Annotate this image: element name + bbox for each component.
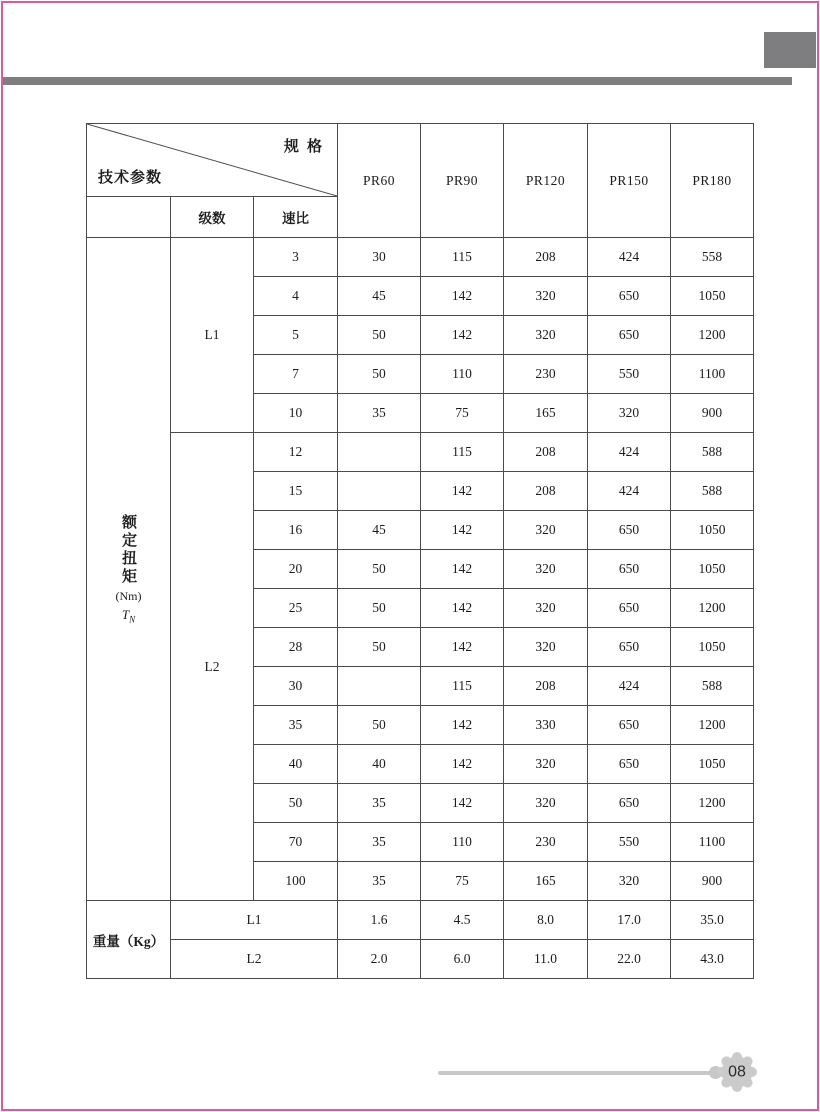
weight-value-cell: 11.0 <box>504 940 588 979</box>
torque-value-cell: 142 <box>421 511 504 550</box>
torque-value-cell: 142 <box>421 316 504 355</box>
torque-value-cell: 115 <box>421 667 504 706</box>
weight-value-cell: 17.0 <box>588 901 671 940</box>
torque-value-cell: 115 <box>421 433 504 472</box>
torque-value-cell: 110 <box>421 355 504 394</box>
weight-row <box>87 901 754 940</box>
torque-value-cell: 1200 <box>671 589 754 628</box>
torque-value-cell: 320 <box>588 394 671 433</box>
torque-value-cell: 1050 <box>671 628 754 667</box>
torque-value-cell: 424 <box>588 667 671 706</box>
ratio-cell: 12 <box>254 433 338 472</box>
torque-axis-label-cell <box>87 238 171 901</box>
torque-value-cell: 1100 <box>671 355 754 394</box>
torque-value-cell: 142 <box>421 706 504 745</box>
weight-value-cell: 2.0 <box>338 940 421 979</box>
torque-value-cell: 424 <box>588 433 671 472</box>
torque-value-cell: 35 <box>338 862 421 901</box>
torque-value-cell: 320 <box>588 862 671 901</box>
torque-value-cell: 320 <box>504 589 588 628</box>
torque-value-cell: 142 <box>421 472 504 511</box>
weight-value-cell: 1.6 <box>338 901 421 940</box>
torque-value-cell: 900 <box>671 394 754 433</box>
ratio-cell: 100 <box>254 862 338 901</box>
torque-value-cell: 35 <box>338 784 421 823</box>
torque-value-cell: 588 <box>671 472 754 511</box>
torque-value-cell: 50 <box>338 550 421 589</box>
torque-value-cell: 650 <box>588 628 671 667</box>
weight-row <box>87 940 754 979</box>
model-header-pr180: PR180 <box>671 124 754 238</box>
torque-symbol-main: T <box>121 606 130 622</box>
torque-value-cell: 1200 <box>671 316 754 355</box>
torque-value-cell: 45 <box>338 511 421 550</box>
weight-stage-cell: L2 <box>171 940 338 979</box>
torque-value-cell: 110 <box>421 823 504 862</box>
spec-label: 规 格 <box>283 138 324 155</box>
footer-rule-line <box>438 1071 712 1075</box>
torque-value-cell: 424 <box>588 238 671 277</box>
torque-value-cell: 230 <box>504 823 588 862</box>
torque-value-cell <box>338 472 421 511</box>
torque-value-cell: 650 <box>588 589 671 628</box>
weight-stage-cell: L1 <box>171 901 338 940</box>
torque-value-cell: 650 <box>588 277 671 316</box>
torque-value-cell: 50 <box>338 355 421 394</box>
torque-value-cell: 1100 <box>671 823 754 862</box>
torque-value-cell: 50 <box>338 706 421 745</box>
weight-label-cell: 重量（Kg） <box>87 901 171 979</box>
torque-value-cell: 35 <box>338 823 421 862</box>
ratio-cell: 20 <box>254 550 338 589</box>
tech-params-label: 技术参数 <box>98 169 163 186</box>
torque-value-cell: 50 <box>338 589 421 628</box>
weight-value-cell: 43.0 <box>671 940 754 979</box>
torque-value-cell: 650 <box>588 706 671 745</box>
ratio-cell: 10 <box>254 394 338 433</box>
table-body <box>87 238 754 979</box>
ratio-cell: 70 <box>254 823 338 862</box>
torque-value-cell: 75 <box>421 394 504 433</box>
torque-value-cell: 588 <box>671 433 754 472</box>
torque-value-cell: 550 <box>588 823 671 862</box>
model-header-pr120: PR120 <box>504 124 588 238</box>
torque-value-cell: 558 <box>671 238 754 277</box>
torque-value-cell: 208 <box>504 238 588 277</box>
ratio-cell: 28 <box>254 628 338 667</box>
torque-value-cell: 50 <box>338 628 421 667</box>
torque-value-cell: 320 <box>504 316 588 355</box>
spec-table <box>86 123 754 979</box>
ratio-cell: 7 <box>254 355 338 394</box>
gear-icon <box>713 1048 761 1096</box>
model-header-pr150: PR150 <box>588 124 671 238</box>
ratio-cell: 30 <box>254 667 338 706</box>
stage-header: 级数 <box>171 197 254 238</box>
torque-value-cell: 424 <box>588 472 671 511</box>
torque-unit-label: (Nm) <box>115 588 142 603</box>
torque-symbol-sub: N <box>129 614 136 625</box>
diagonal-header-cell <box>87 124 338 197</box>
corner-accent-block <box>764 32 816 68</box>
torque-value-cell: 40 <box>338 745 421 784</box>
ratio-cell: 15 <box>254 472 338 511</box>
weight-value-cell: 8.0 <box>504 901 588 940</box>
page-number: 08 <box>728 1063 746 1081</box>
torque-value-cell: 75 <box>421 862 504 901</box>
weight-value-cell: 22.0 <box>588 940 671 979</box>
empty-header-cell <box>87 197 171 238</box>
torque-value-cell: 30 <box>338 238 421 277</box>
torque-value-cell: 115 <box>421 238 504 277</box>
stage-group-label: L2 <box>171 433 254 901</box>
torque-value-cell: 165 <box>504 862 588 901</box>
torque-value-cell: 320 <box>504 550 588 589</box>
weight-value-cell: 4.5 <box>421 901 504 940</box>
torque-value-cell: 208 <box>504 433 588 472</box>
torque-value-cell: 550 <box>588 355 671 394</box>
torque-value-cell: 650 <box>588 511 671 550</box>
torque-value-cell: 208 <box>504 667 588 706</box>
torque-value-cell: 50 <box>338 316 421 355</box>
torque-value-cell <box>338 667 421 706</box>
torque-value-cell: 142 <box>421 277 504 316</box>
torque-value-cell: 650 <box>588 745 671 784</box>
ratio-cell: 3 <box>254 238 338 277</box>
ratio-cell: 4 <box>254 277 338 316</box>
torque-value-cell: 35 <box>338 394 421 433</box>
torque-value-cell: 650 <box>588 316 671 355</box>
torque-value-cell: 650 <box>588 550 671 589</box>
torque-value-cell: 1200 <box>671 706 754 745</box>
torque-value-cell: 1050 <box>671 511 754 550</box>
torque-value-cell: 900 <box>671 862 754 901</box>
torque-value-cell: 320 <box>504 628 588 667</box>
weight-value-cell: 6.0 <box>421 940 504 979</box>
ratio-cell: 40 <box>254 745 338 784</box>
torque-value-cell <box>338 433 421 472</box>
spec-table-container <box>86 123 754 979</box>
torque-value-cell: 1050 <box>671 745 754 784</box>
ratio-cell: 25 <box>254 589 338 628</box>
torque-value-cell: 142 <box>421 745 504 784</box>
torque-value-cell: 588 <box>671 667 754 706</box>
torque-symbol <box>122 607 135 625</box>
torque-value-cell: 1050 <box>671 277 754 316</box>
ratio-cell: 16 <box>254 511 338 550</box>
torque-value-cell: 650 <box>588 784 671 823</box>
torque-value-cell: 1050 <box>671 550 754 589</box>
torque-value-cell: 320 <box>504 784 588 823</box>
ratio-header: 速比 <box>254 197 338 238</box>
torque-label-stack <box>87 514 170 625</box>
ratio-cell: 50 <box>254 784 338 823</box>
torque-row <box>87 433 754 472</box>
torque-row <box>87 238 754 277</box>
stage-group-label: L1 <box>171 238 254 433</box>
weight-value-cell: 35.0 <box>671 901 754 940</box>
torque-value-cell: 1200 <box>671 784 754 823</box>
torque-label-vertical: 额定扭矩 <box>120 513 137 586</box>
torque-value-cell: 320 <box>504 511 588 550</box>
model-header-pr60: PR60 <box>338 124 421 238</box>
torque-value-cell: 330 <box>504 706 588 745</box>
torque-value-cell: 45 <box>338 277 421 316</box>
header-rule-bar <box>3 77 792 85</box>
torque-value-cell: 208 <box>504 472 588 511</box>
torque-value-cell: 320 <box>504 277 588 316</box>
torque-value-cell: 165 <box>504 394 588 433</box>
ratio-cell: 35 <box>254 706 338 745</box>
torque-value-cell: 142 <box>421 550 504 589</box>
model-header-pr90: PR90 <box>421 124 504 238</box>
ratio-cell: 5 <box>254 316 338 355</box>
torque-value-cell: 142 <box>421 589 504 628</box>
torque-value-cell: 320 <box>504 745 588 784</box>
torque-value-cell: 142 <box>421 784 504 823</box>
torque-value-cell: 230 <box>504 355 588 394</box>
torque-value-cell: 142 <box>421 628 504 667</box>
